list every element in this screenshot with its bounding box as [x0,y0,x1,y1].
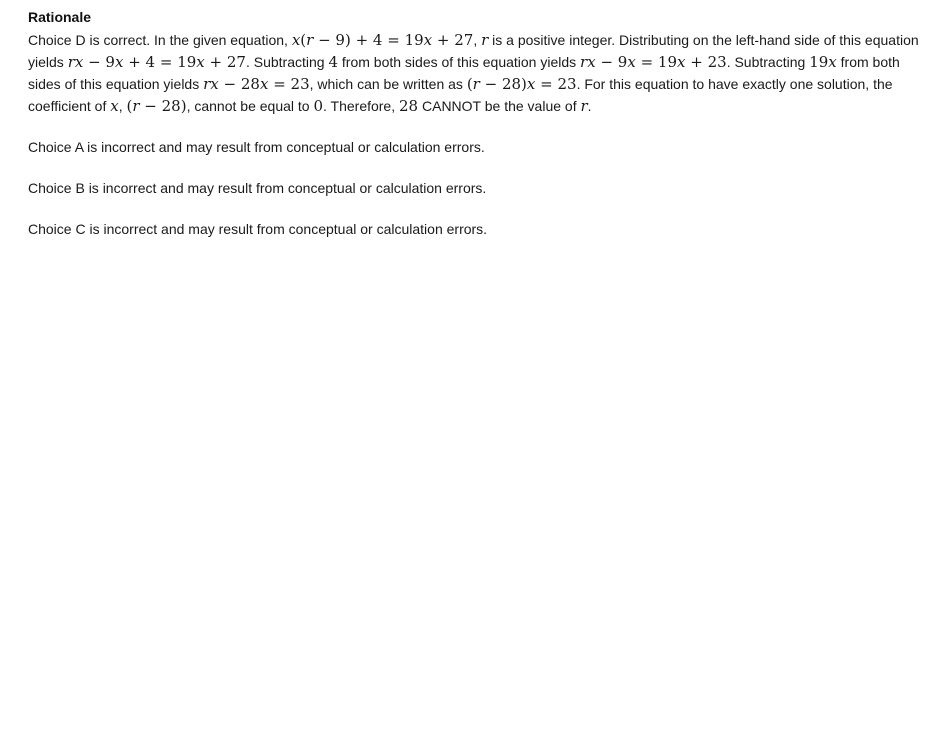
rationale-explanation [28,29,920,117]
choice-a-explanation: Choice A is incorrect and may result from conceptual or calculation errors. [28,139,485,155]
rationale-text: . Subtracting [726,54,810,70]
rationale-text: from both sides of this equation yields [28,54,900,92]
math-expression: x [110,97,119,115]
math-expression: rx − 9x + 4 = 19x + 27 [67,53,246,71]
rationale-text: . [587,98,592,114]
rationale-text: . Subtracting [245,54,329,70]
math-expression: x(r − 9) + 4 = 19x + 27 [291,31,474,49]
math-expression: r [580,97,588,115]
math-expression: rx − 9x = 19x + 23 [580,53,727,71]
choice-b-explanation: Choice B is incorrect and may result from conceptual or calculation errors. [28,180,487,196]
rationale-text: , [473,32,482,48]
math-expression: 28 [399,97,419,115]
math-expression: 4 [328,53,339,71]
rationale-text: . Therefore, [323,98,400,114]
rationale-text: , which can be written as [309,76,467,92]
rationale-text: CANNOT be the value of [418,98,581,114]
rationale-text: . For this equation to have exactly one solution, the coefficient of [28,76,893,114]
rationale-text: , cannot be equal to [186,98,314,114]
math-expression: (r − 28)x = 23 [466,75,577,93]
rationale-text: is a positive integer. Distributing on the left-hand side of this equation yields [28,32,919,70]
math-expression: (r − 28) [126,97,187,115]
rationale-text: from both sides of this equation yields [338,54,581,70]
rationale-text: Choice D is correct. In the given equation, [28,32,292,48]
math-expression: 0 [313,97,323,115]
math-expression: r [481,31,489,49]
rationale-text: , [118,98,127,114]
math-expression: rx − 28x = 23 [203,75,310,93]
rationale-section [28,7,920,259]
rationale-heading: Rationale [28,9,92,25]
choice-c-explanation: Choice C is incorrect and may result from conceptual or calculation errors. [28,221,488,237]
math-expression: 19x [809,53,837,71]
